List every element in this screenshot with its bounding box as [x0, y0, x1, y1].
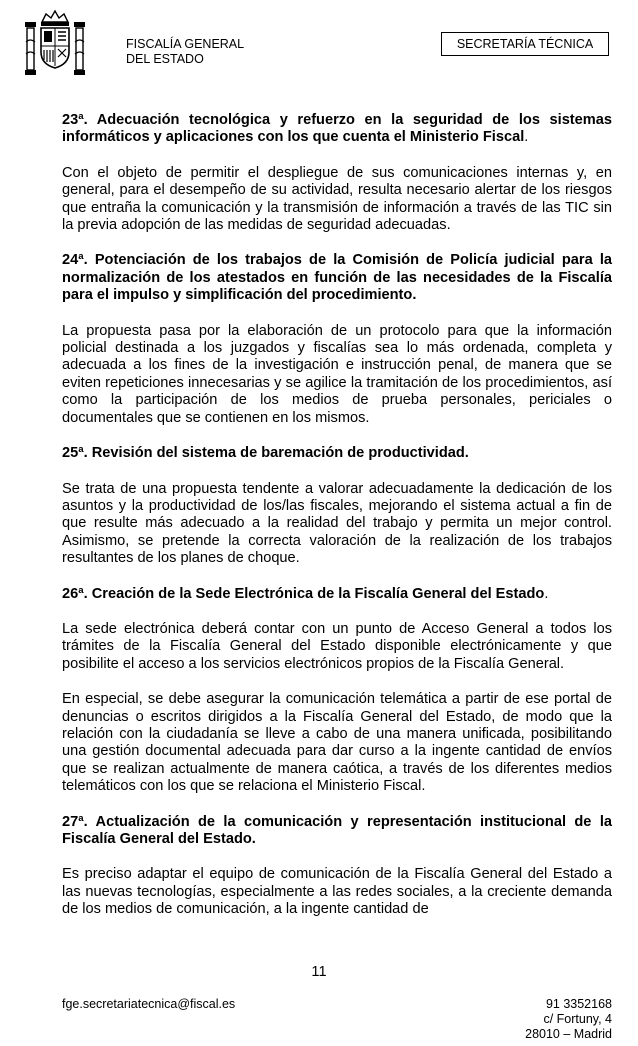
section-heading: 24ª. Potenciación de los trabajos de la Comisión de Policía judicial para la normalización de los atestados en función de las necesidades de la Fiscalía para el impulso y simplificación del procedimiento.	[62, 252, 612, 304]
body-paragraph: La propuesta pasa por la elaboración de un protocolo para que la información policial destinada a los juzgados y fiscalías sea lo más ordenada, completa y adecuada a los fines de la investigación e instrucción penal, de manera que se eviten repeticiones innecesarias y se agilice la tramitación de los procedimientos, así como la participación de los medios de prueba personales, periciales o documentales que se contienen en los mismos.	[62, 322, 612, 426]
body-paragraph: Con el objeto de permitir el despliegue de sus comunicaciones internas y, en general, para el desempeño de su actividad, resulta necesario alertar de los riesgos que entraña la comunicación y la transmisión de información a través de las TIC sin la previa adopción de las medidas de seguridad adecuadas.	[62, 164, 612, 234]
section-heading-tail: .	[544, 585, 549, 602]
organization-name-line1: FISCALÍA GENERAL	[126, 37, 245, 51]
document-body	[62, 112, 612, 919]
section-heading-text: 23ª. Adecuación tecnológica y refuerzo en la seguridad de los sistemas informáticos y aplicaciones con los que cuenta el Ministerio Fiscal	[62, 112, 612, 146]
section-heading	[62, 112, 612, 147]
footer-phone: 91 3352168	[545, 997, 612, 1011]
section-heading-text: 26ª. Creación de la Sede Electrónica de la Fiscalía General del Estado	[62, 585, 545, 602]
department-box: SECRETARÍA TÉCNICA	[441, 32, 609, 56]
section-heading: 27ª. Actualización de la comunicación y representación institucional de la Fiscalía General del Estado.	[62, 813, 612, 847]
page-number: 11	[311, 964, 327, 980]
footer-city: 28010 – Madrid	[525, 1027, 612, 1041]
footer-email: fge.secretariatecnica@fiscal.es	[62, 997, 236, 1011]
coat-of-arms-emblem	[22, 8, 88, 80]
body-paragraph: En especial, se debe asegurar la comunicación telemática a partir de ese portal de denuncias o escritos dirigidos a la Fiscalía General del Estado, de modo que la relación con la ciudadanía se lleve a cabo de una manera unificada, posibilitando una gestión documental adecuada para dar curso a la ingente cantidad de envíos que se realizan actualmente de manera caótica, a través de los diferentes medios telemáticos con los que se relaciona el Ministerio Fiscal.	[62, 691, 612, 795]
body-paragraph: Es preciso adaptar el equipo de comunicación de la Fiscalía General del Estado a las nuevas tecnologías, especialmente a las redes sociales, a la creciente demanda de los medios de comunicación, a la ingente cantidad de	[62, 866, 612, 918]
section-heading: 25ª. Revisión del sistema de baremación de productividad.	[62, 445, 469, 462]
body-paragraph: Se trata de una propuesta tendente a valorar adecuadamente la dedicación de los asuntos y la productividad de los/las fiscales, mejorando el sistema actual a fin de que resulte más adecuado a la realidad del trabajo y permita un mejor control. Asimismo, se pretende la correcta valoración de la realización de los trabajos resultantes de los planes de choque.	[62, 480, 612, 567]
body-paragraph: La sede electrónica deberá contar con un punto de Acceso General a todos los trámites de la Fiscalía General del Estado disponible electrónicamente y que posibilite el acceso a los servicios electrónicos propios de la Fiscalía General.	[62, 620, 612, 672]
footer-street: c/ Fortuny, 4	[543, 1012, 612, 1026]
section-heading-tail: .	[524, 129, 529, 146]
organization-name-line2: DEL ESTADO	[126, 52, 204, 66]
section-heading	[62, 586, 612, 603]
organization-name	[126, 37, 244, 67]
footer-address	[525, 997, 612, 1042]
